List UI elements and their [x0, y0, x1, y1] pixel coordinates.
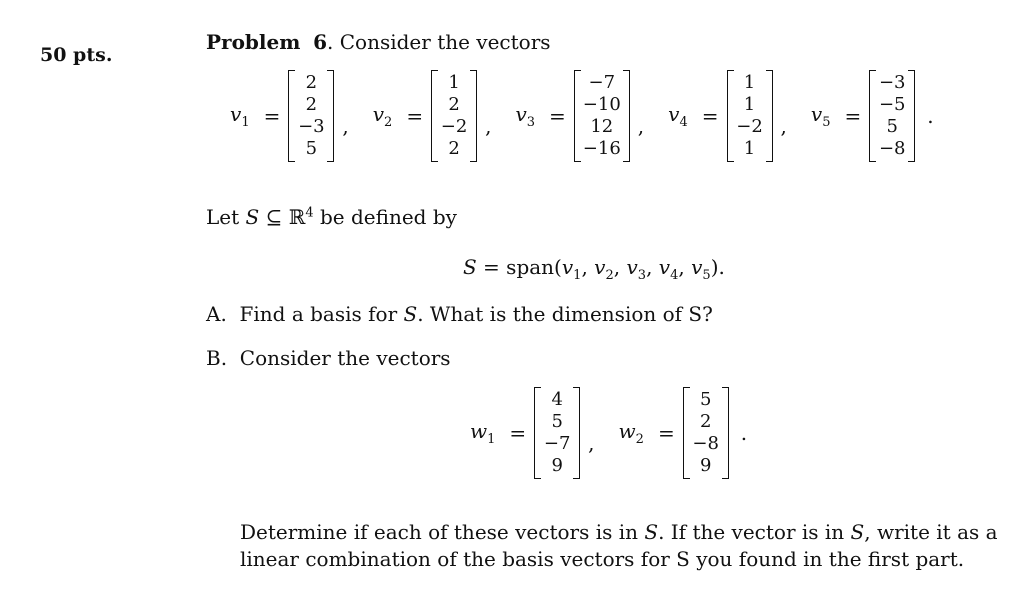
points-label: 50 pts. [40, 44, 113, 66]
vector-v3: $v_3$ = −7 −10 12 −16 , [515, 70, 668, 162]
problem-intro: . Consider the vectors [327, 30, 551, 54]
part-b: B. Consider the vectors [206, 346, 451, 370]
vector-v1: $v_1$ = 2 2 −3 5 , [230, 70, 373, 162]
matrix-w2: 5 2 −8 9 [683, 387, 729, 479]
matrix-v5: −3 −5 5 −8 [869, 70, 915, 162]
v-vectors-row [230, 70, 934, 162]
problem-heading [206, 30, 551, 54]
matrix-w1: 4 5 −7 9 [534, 387, 580, 479]
matrix-v1: 2 2 −3 5 [288, 70, 334, 162]
span-definition: $S = span(v_1$, $v_2$, $v_3$, $v_4$, $v_5$). [463, 255, 725, 283]
determine-instructions: Determine if each of these vectors is in S. If the vector is in S, write it as a linear combination of the basis vectors for S you found in the first part. [240, 520, 998, 571]
matrix-v4: 1 1 −2 1 [727, 70, 773, 162]
vector-w1: $w_1$ = 4 5 −7 9 , [470, 387, 619, 479]
matrix-v3: −7 −10 12 −16 [574, 70, 630, 162]
w-vectors-row [470, 387, 747, 479]
part-b-label: B. [206, 346, 228, 370]
part-a-label: A. [206, 302, 227, 326]
let-statement: Let S ⊆ ℝ$^4$ be defined by [206, 205, 457, 229]
vector-v5: $v_5$ = −3 −5 5 −8 . [811, 70, 934, 162]
part-a: A. Find a basis for S. What is the dimension of S? [206, 302, 713, 326]
vector-w2: $w_2$ = 5 2 −8 9 . [619, 387, 748, 479]
problem-label: Problem [206, 30, 301, 54]
problem-number: 6 [313, 30, 328, 54]
vector-v4: $v_4$ = 1 1 −2 1 , [668, 70, 811, 162]
vector-v2: $v_2$ = 1 2 −2 2 , [373, 70, 516, 162]
matrix-v2: 1 2 −2 2 [431, 70, 477, 162]
